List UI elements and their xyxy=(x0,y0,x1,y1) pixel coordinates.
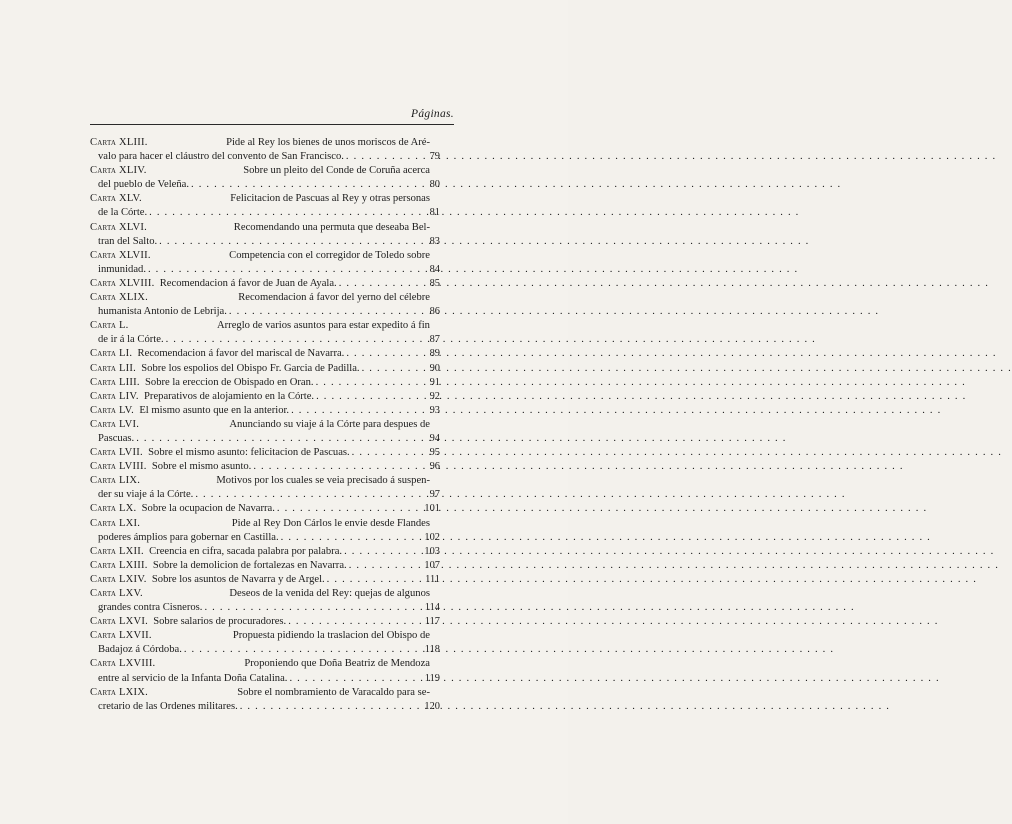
toc-line xyxy=(90,531,440,545)
letter-label: Carta XLVIII. xyxy=(90,277,155,289)
toc-entry xyxy=(90,319,440,347)
page-number: 118 xyxy=(424,644,440,656)
letter-label: Carta LXI. xyxy=(90,517,141,529)
toc-line xyxy=(90,263,440,277)
dot-leader xyxy=(238,700,406,714)
entry-text: Creencia en cifra, sacada palabra por palabra. xyxy=(149,545,343,557)
letter-label: Carta L. xyxy=(90,320,129,332)
letter-label: Carta LVIII. xyxy=(90,461,147,473)
page-number: 87 xyxy=(429,334,440,346)
entry-text: valo para hacer el cláustro del convento de San Francisco. xyxy=(98,151,344,163)
entry-text: Preparativos de alojamiento en la Córte. xyxy=(144,390,315,402)
entry-text: poderes ámplios para gobernar en Castilla. xyxy=(98,531,279,543)
dot-leader xyxy=(347,559,406,573)
page-number: 84 xyxy=(429,263,440,275)
toc-line xyxy=(90,418,430,432)
toc-entry xyxy=(90,657,440,685)
page-number: 92 xyxy=(429,390,440,402)
letter-label: Carta LVII. xyxy=(90,447,143,459)
toc-line xyxy=(90,488,440,502)
dot-leader xyxy=(279,531,406,545)
toc-line xyxy=(90,502,440,516)
dot-leader xyxy=(202,601,406,615)
entry-text: humanista Antonio de Lebrija. xyxy=(98,306,227,318)
page-number: 107 xyxy=(424,559,440,571)
dot-leader xyxy=(147,206,406,220)
toc-entry xyxy=(90,615,440,629)
toc-entry xyxy=(90,291,440,319)
entry-text: Sobre el mismo asunto. xyxy=(151,461,252,473)
header-rule xyxy=(90,124,454,125)
entry-text: Sobre los asuntos de Navarra y de Argel. xyxy=(151,573,325,585)
page-number: 111 xyxy=(425,573,440,585)
toc-entry xyxy=(90,629,440,657)
toc-line xyxy=(90,206,440,220)
dot-leader xyxy=(227,305,406,319)
toc-entry xyxy=(90,559,440,573)
page-number: 119 xyxy=(424,672,440,684)
letter-label: Carta XLIV. xyxy=(90,165,147,177)
toc-line xyxy=(90,291,430,305)
entry-text: Sobre el mismo asunto: felicitacion de Pascuas. xyxy=(148,447,350,459)
toc-line xyxy=(90,319,430,333)
toc-line xyxy=(90,615,440,629)
letter-label: Carta LIV. xyxy=(90,390,139,402)
page-number: 85 xyxy=(429,277,440,289)
entry-text: grandes contra Cisneros. xyxy=(98,602,203,614)
dot-leader xyxy=(325,573,406,587)
dot-leader xyxy=(134,432,406,446)
dot-leader xyxy=(157,235,406,249)
toc-line xyxy=(90,221,430,235)
entry-text: del pueblo de Veleña. xyxy=(98,179,189,191)
page-number: 101 xyxy=(424,503,440,515)
letter-label: Carta LXV. xyxy=(90,588,143,599)
dot-leader xyxy=(350,446,406,460)
toc-entry xyxy=(90,362,440,376)
entry-text: Propuesta pidiendo la traslacion del Obispo de xyxy=(232,630,430,642)
letter-label: Carta LVI. xyxy=(90,418,140,430)
toc-entry xyxy=(90,192,440,220)
entry-text: Sobre el nombramiento de Varacaldo para se- xyxy=(237,686,430,698)
toc-entry xyxy=(90,446,440,460)
toc-line xyxy=(90,573,440,587)
page-number: 117 xyxy=(424,616,440,628)
toc-entry xyxy=(90,502,440,516)
page-number: 96 xyxy=(429,461,440,473)
toc-line xyxy=(90,333,440,347)
entry-text: de la Córte. xyxy=(98,207,148,219)
entry-text: Sobre salarios de procuradores. xyxy=(153,616,287,628)
entry-text: entre al servicio de la Infanta Doña Catalina. xyxy=(98,672,288,684)
page-number: 90 xyxy=(429,362,440,374)
toc-entry xyxy=(90,390,440,404)
letter-label: Carta XLV. xyxy=(90,193,142,205)
entry-text: Sobre la demolicion de fortalezas en Navarra. xyxy=(152,559,347,571)
page-number: 114 xyxy=(424,602,440,614)
entry-text: de ir á la Córte. xyxy=(98,334,164,346)
toc-entry xyxy=(90,686,440,714)
dot-leader xyxy=(182,643,406,657)
entry-text: Pide al Rey Don Cárlos le envie desde Flandes xyxy=(231,517,430,529)
dot-leader xyxy=(289,404,406,418)
letter-label: Carta LXVIII. xyxy=(90,658,156,670)
dot-leader xyxy=(337,277,406,291)
toc-line xyxy=(90,587,430,601)
page-number: 94 xyxy=(429,432,440,444)
page-number: 83 xyxy=(429,235,440,247)
page-number: 91 xyxy=(429,376,440,388)
entry-text: Recomendacion á favor del yerno del célebre xyxy=(238,292,430,304)
toc-entry xyxy=(90,587,440,615)
letter-label: Carta LV. xyxy=(90,404,135,416)
toc-entry xyxy=(90,249,440,277)
toc-entry xyxy=(90,277,440,291)
dot-leader xyxy=(360,362,406,376)
letter-label: Carta LIII. xyxy=(90,376,140,388)
page-number: 103 xyxy=(424,545,440,557)
entry-text: Motivos por los cuales se veia precisado á suspen- xyxy=(216,475,430,487)
page-number: 79 xyxy=(429,151,440,163)
dot-leader xyxy=(342,545,406,559)
letter-label: Carta LXIX. xyxy=(90,686,148,698)
page-number: 86 xyxy=(429,306,440,318)
page-number: 120 xyxy=(424,700,440,712)
entry-text: Recomendacion á favor del mariscal de Navarra. xyxy=(137,348,345,360)
letter-label: Carta XLVII. xyxy=(90,249,151,261)
dot-leader xyxy=(344,150,406,164)
entry-text: der su viaje á la Córte. xyxy=(98,489,194,501)
toc-entry xyxy=(90,164,440,192)
toc-line xyxy=(90,192,430,206)
toc-line xyxy=(90,545,440,559)
entry-text: Pascuas. xyxy=(98,432,135,444)
toc-line xyxy=(90,686,430,700)
toc-line xyxy=(90,559,440,573)
toc-line xyxy=(90,136,430,150)
toc-entry xyxy=(90,517,440,545)
toc-line xyxy=(90,629,430,643)
toc-entry xyxy=(90,347,440,361)
page-number: 95 xyxy=(429,447,440,459)
entry-text: inmunidad. xyxy=(98,263,146,275)
entry-text: Sobre la ocupacion de Navarra. xyxy=(141,503,275,515)
toc-line xyxy=(90,672,440,686)
entry-text: Anunciando su viaje á la Córte para despues de xyxy=(229,418,430,430)
page-number: 81 xyxy=(429,207,440,219)
dot-leader xyxy=(193,488,406,502)
toc-entry xyxy=(90,404,440,418)
entry-text: Arreglo de varios asuntos para estar expedito á fin xyxy=(217,320,430,332)
toc-line xyxy=(90,446,440,460)
toc-line xyxy=(90,601,440,615)
toc-line xyxy=(90,700,440,714)
dot-leader xyxy=(275,502,406,516)
entry-text: Pide al Rey los bienes de unos moriscos de Aré- xyxy=(226,137,430,148)
dot-leader xyxy=(251,460,406,474)
toc-line xyxy=(90,150,440,164)
letter-label: Carta LXII. xyxy=(90,545,144,557)
entry-text: Proponiendo que Doña Beatriz de Mendoza xyxy=(244,658,430,670)
dot-leader xyxy=(344,347,406,361)
letter-label: Carta LII. xyxy=(90,362,136,374)
entry-text: El mismo asunto que en la anterior. xyxy=(139,404,290,416)
toc-entry xyxy=(90,573,440,587)
entry-text: Sobre un pleito del Conde de Coruña acerca xyxy=(243,165,430,177)
toc-line xyxy=(90,178,440,192)
dot-leader xyxy=(286,615,406,629)
toc-line xyxy=(90,376,440,390)
dot-leader xyxy=(189,178,406,192)
toc-entry xyxy=(90,376,440,390)
toc-line xyxy=(90,235,440,249)
toc-line xyxy=(90,277,440,291)
toc-line xyxy=(90,164,430,178)
entry-text: Deseos de la venida del Rey: quejas de algunos xyxy=(229,588,430,599)
toc-entry xyxy=(90,474,440,502)
entry-text: Competencia con el corregidor de Toledo sobre xyxy=(229,249,430,261)
page-number: 93 xyxy=(429,404,440,416)
dot-leader xyxy=(287,672,406,686)
dot-leader xyxy=(314,376,406,390)
letter-label: Carta XLIX. xyxy=(90,292,148,304)
toc-line xyxy=(90,362,440,376)
dot-leader xyxy=(146,263,406,277)
toc-line xyxy=(90,460,440,474)
entry-text: Sobre los espolios del Obispo Fr. Garcia de Padilla. xyxy=(141,362,360,374)
letter-label: Carta LXVI. xyxy=(90,616,148,628)
toc-line xyxy=(90,643,440,657)
letter-label: Carta LIX. xyxy=(90,475,141,487)
toc-entry xyxy=(90,545,440,559)
toc-line xyxy=(90,305,440,319)
toc-line xyxy=(90,474,430,488)
toc-line xyxy=(90,404,440,418)
entry-text: Recomendando una permuta que deseaba Bel- xyxy=(233,221,430,233)
page-number: 102 xyxy=(424,531,440,543)
entry-text: Sobre la ereccion de Obispado en Oran. xyxy=(145,376,314,388)
letter-label: Carta LI. xyxy=(90,348,133,360)
toc-entry xyxy=(90,136,440,164)
entry-text: Felicitacion de Pascuas al Rey y otras personas xyxy=(230,193,430,205)
letter-label: Carta LX. xyxy=(90,503,137,515)
dot-leader xyxy=(164,333,406,347)
entry-text: Recomendacion á favor de Juan de Ayala. xyxy=(159,277,337,289)
entry-text: cretario de las Ordenes militares. xyxy=(98,700,238,712)
letter-label: Carta LXIV. xyxy=(90,573,147,585)
page-number: 89 xyxy=(429,348,440,360)
toc-line xyxy=(90,517,430,531)
letter-label: Carta XLVI. xyxy=(90,221,147,233)
entry-text: tran del Salto. xyxy=(98,235,158,247)
toc-line xyxy=(90,390,440,404)
toc-line xyxy=(90,657,430,671)
column-header-pages: Páginas. xyxy=(411,108,454,120)
toc-line xyxy=(90,249,430,263)
letter-label: Carta LXVII. xyxy=(90,630,152,642)
letter-label: Carta XLIII. xyxy=(90,137,148,148)
page-number: 80 xyxy=(429,179,440,191)
toc-entry xyxy=(90,460,440,474)
table-of-contents xyxy=(90,136,440,714)
toc-entry xyxy=(90,418,440,446)
entry-text: Badajoz á Córdoba. xyxy=(98,644,182,656)
letter-label: Carta LXIII. xyxy=(90,559,148,571)
dot-leader xyxy=(314,390,406,404)
toc-entry xyxy=(90,221,440,249)
toc-line xyxy=(90,347,440,361)
toc-line xyxy=(90,432,440,446)
page-number: 97 xyxy=(429,489,440,501)
